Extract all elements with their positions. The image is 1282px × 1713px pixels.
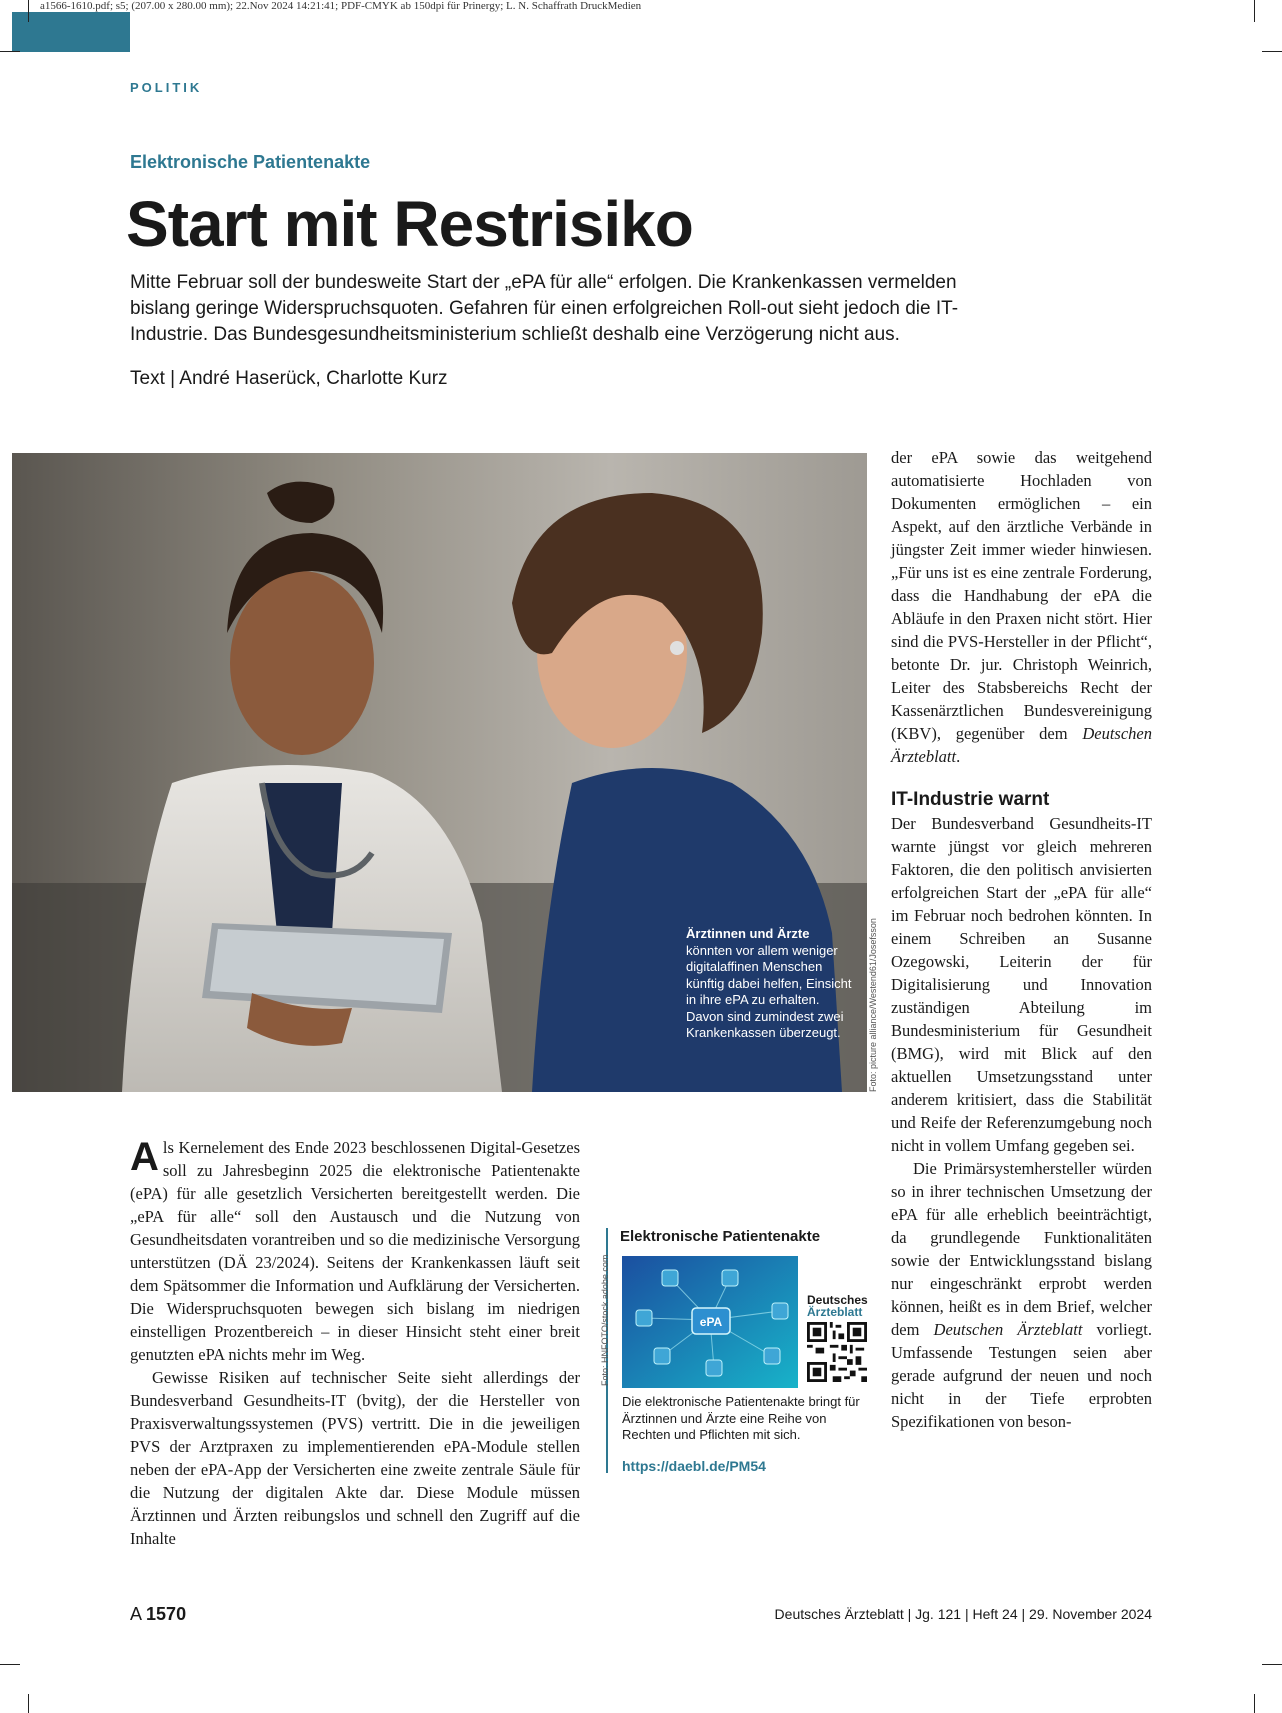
infobox-title: Elektronische Patientenakte [620, 1228, 821, 1245]
crop-mark [0, 1664, 20, 1665]
paragraph [891, 446, 1152, 768]
page-number [130, 1604, 186, 1625]
paragraph-text: . [956, 747, 961, 766]
paragraph [891, 1157, 1152, 1433]
lead-paragraph: Mitte Februar soll der bundesweite Start der „ePA für alle“ erfolgen. Die Krankenkassen vermelden bislang geringe Widerspruchsquoten. Gefahren für einen erfolgreichen Roll-out sieht jedoch die IT-Industrie. Das Bundesgesundheitsministerium schließt deshalb eine Verzögerung nicht aus. [130, 272, 959, 345]
section-color-bar [12, 12, 130, 52]
infobox [606, 1228, 870, 1473]
brand-logo [807, 1294, 868, 1318]
subheading: IT-Industrie warnt [891, 789, 1050, 810]
kicker: Elektronische Patientenakte [130, 152, 371, 172]
drop-cap: A [130, 1135, 159, 1179]
crop-mark [1262, 1664, 1282, 1665]
photo-credit: Foto: picture alliance/Westend61/Josefsson [868, 918, 878, 1092]
paragraph: Gewisse Risiken auf technischer Seite sieht allerdings der Bundesverband Gesundheits-IT (bvitg), der die Hersteller von Praxisverwaltungssystemen (PVS) vertritt. Die in die jeweiligen PVS der Arztpraxen zu implementierenden ePA-Module stellen neben der ePA-App der Versicherten eine zweite zentrale Säule für die Nutzung der digitalen Akte dar. Diese Module müssen Ärztinnen und Ärzten reibungslos und schnell den Zugriff auf die Inhalte [130, 1368, 580, 1548]
page-number-value: 1570 [146, 1604, 187, 1624]
photo-caption-title: Ärztinnen und Ärzte [686, 926, 810, 941]
infobox-credit: Foto: HNFOTO/stock.adobe.com [600, 1254, 610, 1386]
paragraph-text: Die Primärsystemhersteller würden so in ihrer technischen Umsetzung der ePA für alle erheblich beeinträchtigt, da grundlegende Funktionalitäten sowie der Entwicklungsstand bislang nur eingeschränkt erprobt werden können, heißt es in dem Brief, welcher dem [891, 1159, 1152, 1339]
epa-network-graphic [622, 1256, 798, 1388]
infobox-link[interactable]: https://daebl.de/PM54 [622, 1458, 766, 1474]
brand-line-1: Deutsches [807, 1293, 868, 1307]
paragraph: Der Bundesverband Gesundheits-IT warnte jüngst vor gleich mehreren Faktoren, die den politisch anvisierten erfolgreichen Start der „ePA für alle“ im Februar noch bedrohen könnten. In einem Schreiben an Susanne Ozegowski, Leiterin der für Digitalisierung und Innovation zuständigen Abteilung im Bundesministerium für Gesundheit (BMG), wird mit Blick auf den aktuellen Umsetzungsstand unter anderem kritisiert, dass die Stabilität und Reife der Referenzumgebung noch nicht in vollem Umfang gegeben sei. [891, 814, 1152, 1155]
paragraph-text: ls Kernelement des Ende 2023 beschlossenen Digital-Gesetzes soll zu Jahresbeginn 2025 die elektronische Patientenakte (ePA) für alle gesetzlich Versicherten bereitgestellt werden. Die „ePA für alle“ soll den Austausch und die Nutzung von Gesundheitsdaten vorantreiben und so die medizinische Versorgung unterstützen (DÄ 23/2024). Seitens der Krankenkassen läuft seit dem Spätsommer die Information und Aufklärung der Versicherten. Die Widerspruchsquoten bewegen sich bislang im niedrigen einstelligen Prozentbereich – in dieser Hinsicht steht einer breit genutzten ePA nichts mehr im Weg. [130, 1138, 580, 1364]
brand-line-2: Ärzteblatt [807, 1305, 863, 1319]
crop-mark [28, 1694, 29, 1713]
article-column-right [891, 446, 1152, 1433]
print-slug: a1566-1610.pdf; s5; (207.00 x 280.00 mm); 22.Nov 2024 14:21:41; PDF-CMYK ab 150dpi für Prinergy; L. N. Schaffrath DruckMedien [40, 0, 642, 12]
crop-mark [28, 0, 29, 22]
epa-graphic-label: ePA [699, 1315, 723, 1329]
paragraph-text: der ePA sowie das weitgehend automatisierte Hochladen von Dokumenten ermöglichen – ein Aspekt, auf den ärztliche Verbände in jüngster Zeit immer wieder hinwiesen. „Für uns ist es eine zentrale Forderung, dass die Handhabung der ePA die Abläufe in den Praxen nicht stört. Hier sind die PVS-Hersteller in der Pflicht“, betonte Dr. jur. Christoph Weinrich, Leiter des Stabsbereichs Recht der Kassenärztlichen Bundesvereinigung (KBV), gegenüber dem [891, 448, 1152, 743]
photo-caption-text: könnten vor allem weniger digitalaffinen Menschen künftig dabei helfen, Einsicht in ihre ePA zu erhalten. Davon sind zumindest zwei Krankenkassen überzeugt. [686, 942, 852, 1040]
page-prefix: A [130, 1604, 142, 1624]
article-column-left [130, 1136, 580, 1550]
paragraph-text: vorliegt. Umfassende Testungen seien aber gerade aufgrund der neuen und noch nicht in der Tiefe erprobten Spezifikationen von beson- [891, 1320, 1152, 1431]
publication-name: Deutschen Ärzteblatt [891, 724, 1152, 766]
crop-mark [1262, 51, 1282, 52]
photo-caption [686, 926, 856, 1042]
byline: Text | André Haserück, Charlotte Kurz [130, 368, 448, 389]
qr-code-icon[interactable] [807, 1322, 867, 1382]
paragraph [130, 1136, 580, 1366]
section-label: POLITIK [130, 80, 203, 95]
infobox-text: Die elektronische Patientenakte bringt für Ärztinnen und Ärzte eine Reihe von Rechten und Pflichten mit sich. [622, 1394, 860, 1442]
crop-mark [1254, 0, 1255, 22]
crop-mark [1254, 1694, 1255, 1713]
crop-mark [0, 51, 20, 52]
headline: Start mit Restrisiko [126, 188, 693, 260]
publication-name: Deutschen Ärzteblatt [933, 1320, 1083, 1339]
publication-line: Deutsches Ärzteblatt | Jg. 121 | Heft 24 | 29. November 2024 [774, 1606, 1152, 1622]
